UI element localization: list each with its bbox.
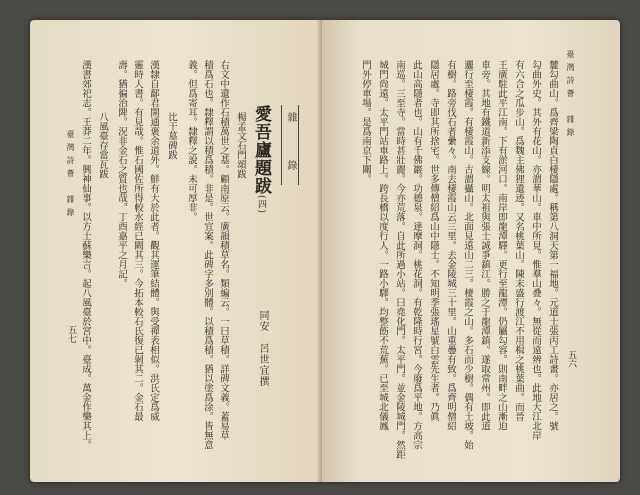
text-column: 隱居處。寺即其所捨宅。世多傳僧紹爲山中隱士。不知明季張瑤星號白雲先生者。乃眞	[428, 60, 439, 421]
divider	[281, 105, 282, 185]
text-column: 城門尙遠。太平門站車路上。跨長橋以度行人。一路小驛。均整飭不荒蕪。已至城北儀鳳	[377, 60, 388, 431]
text-column: 漢書郊祀志。王莽二年。興神仙事。以方士蘇樂言。起八風臺於宮中。臺成。萬金作樂其上。	[80, 60, 91, 450]
text-column: 有六合之瓜步山。爲魏主佛狸遺迹。又名桃葉山。陳末盛行渡江不用楫之桃葉曲。而晉	[513, 60, 524, 421]
text-column: 漢隸自鄐君開通褒余道外。鮮有大於此者。觀其運筆結體。與受禪表相似。洪氏定爲威	[148, 60, 159, 421]
title-part: (四)	[256, 195, 266, 215]
text-column: 車旁。其地有鐵道新添支線。明太祖與張士誠爭鎮江。勝之于龍潭鎮。遂取常州。即此道	[479, 60, 490, 431]
text-column: 義。但爲寄耳。隸釋之說。未可厚非。	[186, 60, 197, 222]
article-title	[252, 105, 270, 214]
open-book	[30, 20, 620, 482]
text-column: 右文中遺作石積萬世之基。顧南原云。廣韻積草名。類編云。一曰草積。詳碑文義。蓋易草	[218, 60, 229, 440]
subheading: 八風臺存當瓦跋	[97, 112, 108, 179]
text-column: 此山高隱者也。山有千佛巖。功德泉。達摩洞。桃花洞。有乾隆時行宮。今廢爲平地。方高宗	[411, 60, 422, 450]
page-number: 五七	[66, 325, 76, 343]
text-column: 邐行至棲霞。有棲霞山。古謂攝山。北面見遠山二三。棲霞之山。多石而少樹。偶有土坡。始	[462, 60, 473, 450]
text-column: 勾曲外史。其外有花山。亦謂華山。車中所見。惟羣山叠々。無從而遠辨也。此地大江北岸	[530, 60, 541, 440]
subheading: 楊孟文石門頌跋	[235, 112, 246, 179]
text-column: 門外停車場。是爲南京下關。	[360, 60, 371, 184]
divider	[298, 105, 299, 185]
right-page	[322, 20, 620, 482]
text-column: 積爲石也。隸釋謂以積爲積。非是。世宜案。此碑字多別體。以積爲積。猶以塗爲涂。皆無意	[202, 60, 213, 450]
text-column: 有樹。路旁伐石者纍々。南去棲霞山云三里。去金陵城三十里。山重疊有致。爲齊明僧紹	[445, 60, 456, 431]
page-number: 五六	[566, 350, 576, 368]
text-column: 壽。猶徧治陴。況非金石之質也哉。丁酉嘉平之月記。	[116, 60, 127, 288]
section-label: 雜 錄	[285, 112, 296, 176]
text-column: 王廣駐此平江南。下有淤河口。南岸即龍潭驛。更行至龍潭。仍屬勾容。則南畔之山漸迫	[496, 60, 507, 431]
subheading: 比干墓碑跋	[166, 112, 177, 160]
left-page	[30, 20, 322, 482]
title-text: 愛吾廬題跋	[251, 105, 271, 195]
running-header: 臺灣詩薈 雜錄	[66, 130, 75, 221]
author-line: 同安 呂世宜撰	[257, 310, 268, 387]
text-column: 麓勾曲山。爲齊梁陶貞白棲隱處。稱第八洞天第一福地。元道士張丙工詩畫。亦居之。號	[547, 60, 558, 431]
text-column: 南巡。三至寺。當時甚壯麗。今亦荒落。自此所過小站。曰堯化門。太平門。並金陵城門。然距	[394, 60, 405, 459]
text-column: 靈時人書。有見哉。惟石國佐所得較水經已闕其三。今拓本較石氏復已剝其二。金石最	[132, 60, 143, 421]
running-header: 臺灣詩薈 雜錄	[566, 50, 575, 141]
